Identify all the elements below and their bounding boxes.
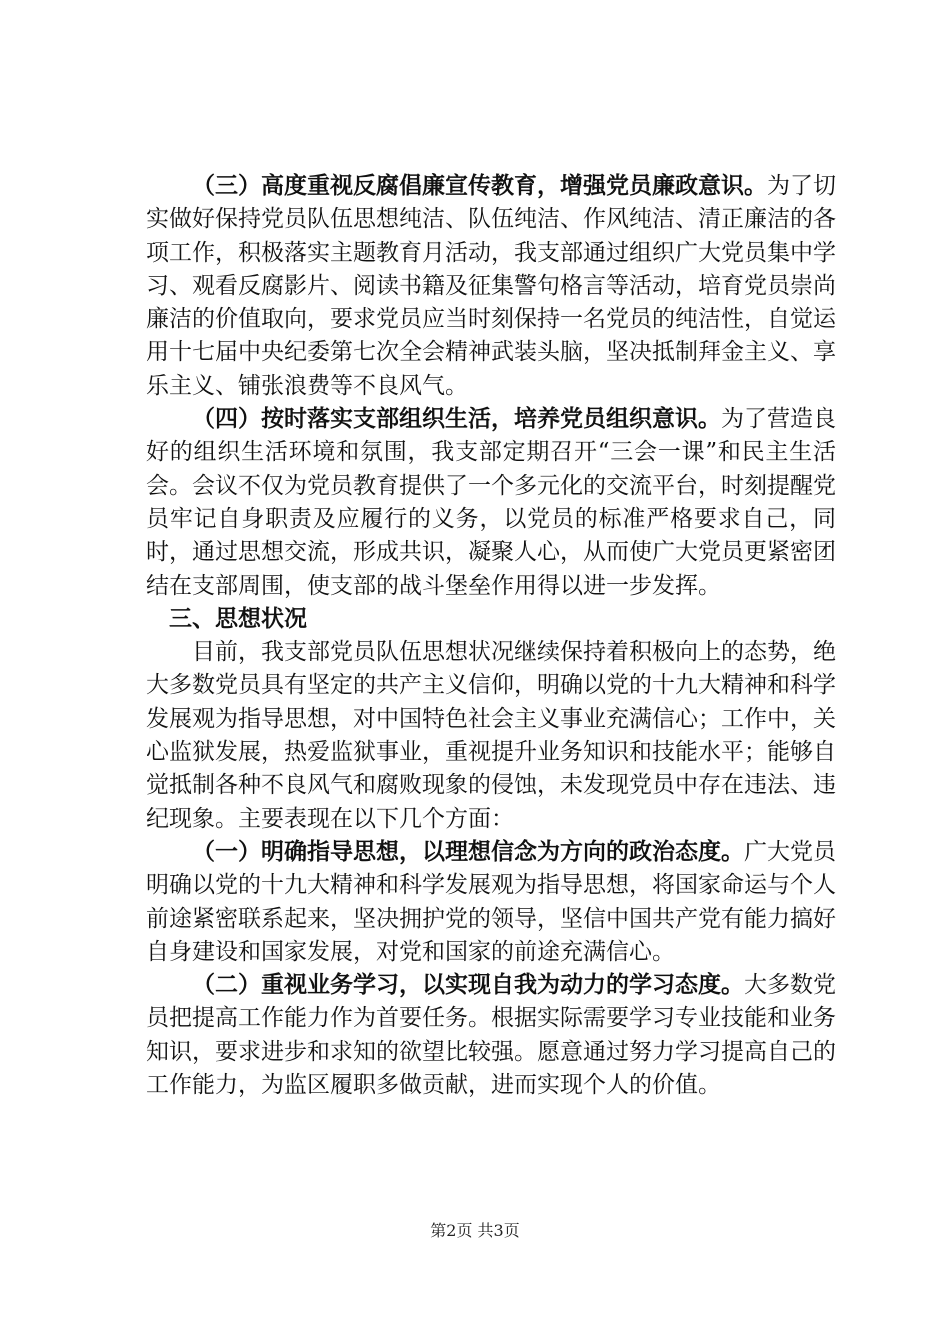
paragraph-three-body: 为了切实做好保持党员队伍思想纯洁、队伍纯洁、作风纯洁、清正廉洁的各项工作，积极落实主题教育月活动，我支部通过组织广大党员集中学习、观看反腐影片、阅读书籍及征集警句格言等活动，培育党员崇尚廉洁的价值取向，要求党员应当时刻保持一名党员的纯洁性，自觉运用十七届中央纪委第七次全会精神武装头脑，坚决抵制拜金主义、享乐主义、铺张浪费等不良风气。 <box>146 173 836 399</box>
section-three-intro: 目前，我支部党员队伍思想状况继续保持着积极向上的态势，绝大多数党员具有坚定的共产主义信仰，明确以党的十九大精神和科学发展观为指导思想，对中国特色社会主义事业充满信心；工作中，关心监狱发展，热爱监狱事业，重视提升业务知识和技能水平；能够自觉抵制各种不良风气和腐败现象的侵蚀，未发现党员中存在违法、违纪现象。主要表现在以下几个方面： <box>146 639 836 832</box>
paragraph-four-body: 为了营造良好的组织生活环境和氛围，我支部定期召开“三会一课”和民主生活会。会议不仅为党员教育提供了一个多元化的交流平台，时刻提醒党员牢记自身职责及应履行的义务，以党员的标准严格要求自己，同时，通过思想交流，形成共识，凝聚人心，从而使广大党员更紧密团结在支部周围，使支部的战斗堡垒作用得以进一步发挥。 <box>146 406 836 599</box>
paragraph-four-heading: （四）按时落实支部组织生活，培养党员组织意识。 <box>192 406 721 433</box>
section-three-item-one <box>146 836 836 969</box>
section-three-item-two-body: 大多数党员把提高工作能力作为首要任务。根据实际需要学习专业技能和业务知识，要求进步和求知的欲望比较强。愿意通过努力学习提高自己的工作能力，为监区履职多做贡献，进而实现个人的价值。 <box>146 972 836 1099</box>
paragraph-four <box>146 403 836 603</box>
section-three-title: 三、思想状况 <box>169 605 307 632</box>
paragraph-three-heading: （三）高度重视反腐倡廉宣传教育，增强党员廉政意识。 <box>192 173 767 199</box>
section-three-item-two-heading: （二）重视业务学习，以实现自我为动力的学习态度。 <box>192 972 744 999</box>
page-number-footer: 第2页 共3页 <box>430 1221 520 1240</box>
paragraph-three <box>146 170 836 403</box>
section-three-item-one-heading: （一）明确指导思想，以理想信念为方向的政治态度。 <box>192 838 744 865</box>
section-three-item-two <box>146 969 836 1102</box>
section-three-item-one-body: 广大党员明确以党的十九大精神和科学发展观为指导思想，将国家命运与个人前途紧密联系起来，坚决拥护党的领导，坚信中国共产党有能力搞好自身建设和国家发展，对党和国家的前途充满信心。 <box>146 838 836 965</box>
document-body <box>146 170 836 1102</box>
